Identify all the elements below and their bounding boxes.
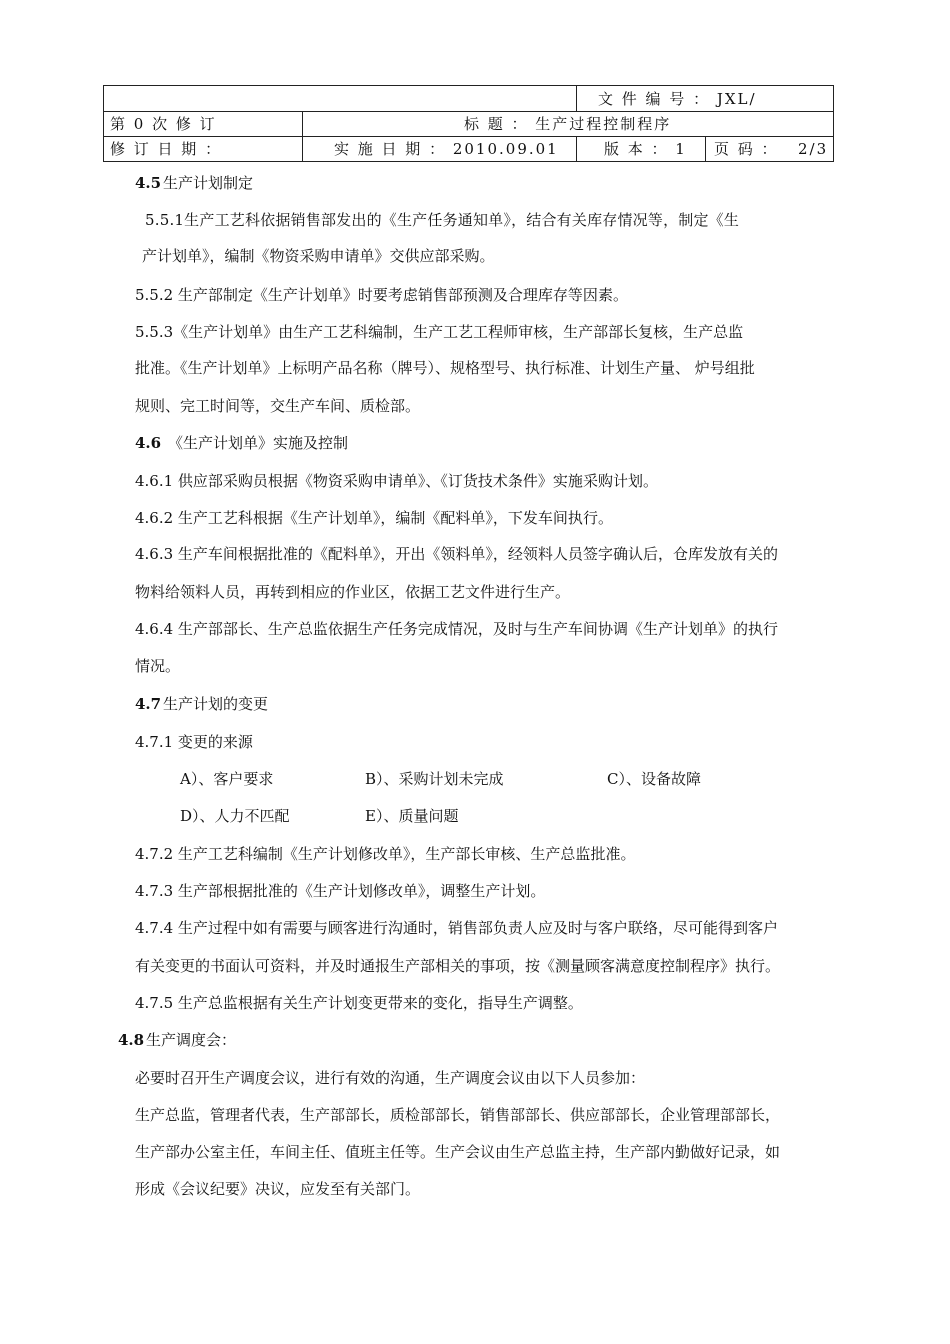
file-number: 文 件 编 号 ： JXL/ xyxy=(598,90,757,108)
section-heading: 《生产计划单》实施及控制 xyxy=(168,434,349,452)
paragraph: 5.5.3《生产计划单》由生产工艺科编制，生产工艺工程师审核，生产部部长复核，生产总监 xyxy=(135,323,744,341)
paragraph: 形成《会议纪要》决议，应发至有关部门。 xyxy=(135,1180,421,1198)
implementation-date: 实 施 日 期 ： 2010.09.01 xyxy=(334,140,559,158)
section-heading: 生产计划的变更 xyxy=(163,695,269,713)
list-item: D）、人力不匹配 xyxy=(180,807,290,825)
paragraph: 4.7.5 生产总监根据有关生产计划变更带来的变化，指导生产调整。 xyxy=(135,994,583,1012)
list-item: B）、采购计划未完成 xyxy=(365,770,504,788)
list-item: E）、质量问题 xyxy=(365,807,459,825)
section-number: 4.5 xyxy=(135,174,162,192)
paragraph: 5.5.1生产工艺科依据销售部发出的《生产任务通知单》，结合有关库存情况等，制定《生 xyxy=(145,211,740,229)
paragraph: 生产部办公室主任，车间主任、值班主任等。生产会议由生产总监主持，生产部内勤做好记录，如 xyxy=(135,1143,781,1161)
paragraph: 物料给领料人员，再转到相应的作业区，依据工艺文件进行生产。 xyxy=(135,583,571,601)
header-col-divider xyxy=(302,111,303,161)
paragraph: 有关变更的书面认可资料，并及时通报生产部相关的事项，按《测量顾客满意度控制程序》执行。 xyxy=(135,957,781,975)
section-number: 4.8 xyxy=(118,1031,145,1049)
paragraph: 4.6.1 供应部采购员根据《物资采购申请单》、《订货技术条件》实施采购计划。 xyxy=(135,472,658,490)
list-item: A）、客户要求 xyxy=(180,770,274,788)
paragraph: 5.5.2 生产部制定《生产计划单》时要考虑销售部预测及合理库存等因素。 xyxy=(135,286,628,304)
paragraph: 必要时召开生产调度会议，进行有效的沟通，生产调度会议由以下人员参加： xyxy=(135,1069,646,1087)
document-header-table xyxy=(103,85,834,162)
paragraph: 4.7.4 生产过程中如有需要与顾客进行沟通时，销售部负责人应及时与客户联络，尽可能得到客户 xyxy=(135,919,778,937)
header-col-divider xyxy=(576,136,577,161)
revision-number: 第 0 次 修 订 xyxy=(110,115,217,133)
page-label: 页 码 ： xyxy=(714,140,779,158)
paragraph: 4.7.1 变更的来源 xyxy=(135,733,253,751)
paragraph: 生产总监，管理者代表，生产部部长，质检部部长，销售部部长、供应部部长，企业管理部部长， xyxy=(135,1106,781,1124)
section-heading: 生产调度会： xyxy=(146,1031,237,1049)
paragraph: 4.6.4 生产部部长、生产总监依据生产任务完成情况，及时与生产车间协调《生产计划单》的执行 xyxy=(135,620,778,638)
header-col-divider xyxy=(576,86,577,111)
paragraph: 情况。 xyxy=(135,657,181,675)
paragraph: 4.7.3 生产部根据批准的《生产计划修改单》，调整生产计划。 xyxy=(135,882,546,900)
header-col-divider xyxy=(705,136,706,161)
paragraph: 批准。《生产计划单》上标明产品名称（牌号）、规格型号、执行标准、计划生产量、 炉号组批 xyxy=(135,359,755,377)
page-number: 2/3 xyxy=(798,140,829,158)
version: 版 本 ： 1 xyxy=(604,140,687,158)
revision-date: 修 订 日 期 ： xyxy=(110,140,223,158)
paragraph: 4.6.3 生产车间根据批准的《配料单》，开出《领料单》，经领料人员签字确认后，仓库发放有关的 xyxy=(135,545,778,563)
paragraph: 规则、完工时间等，交生产车间、质检部。 xyxy=(135,397,421,415)
section-number: 4.6 xyxy=(135,434,162,452)
section-heading: 生产计划制定 xyxy=(163,174,254,192)
document-title: 标 题 ： 生产过程控制程序 xyxy=(464,115,672,133)
list-item: C）、设备故障 xyxy=(607,770,701,788)
section-number: 4.7 xyxy=(135,695,162,713)
paragraph: 4.6.2 生产工艺科根据《生产计划单》，编制《配料单》，下发车间执行。 xyxy=(135,509,613,527)
paragraph: 产计划单》，编制《物资采购申请单》交供应部采购。 xyxy=(142,247,495,265)
paragraph: 4.7.2 生产工艺科编制《生产计划修改单》，生产部长审核、生产总监批准。 xyxy=(135,845,636,863)
